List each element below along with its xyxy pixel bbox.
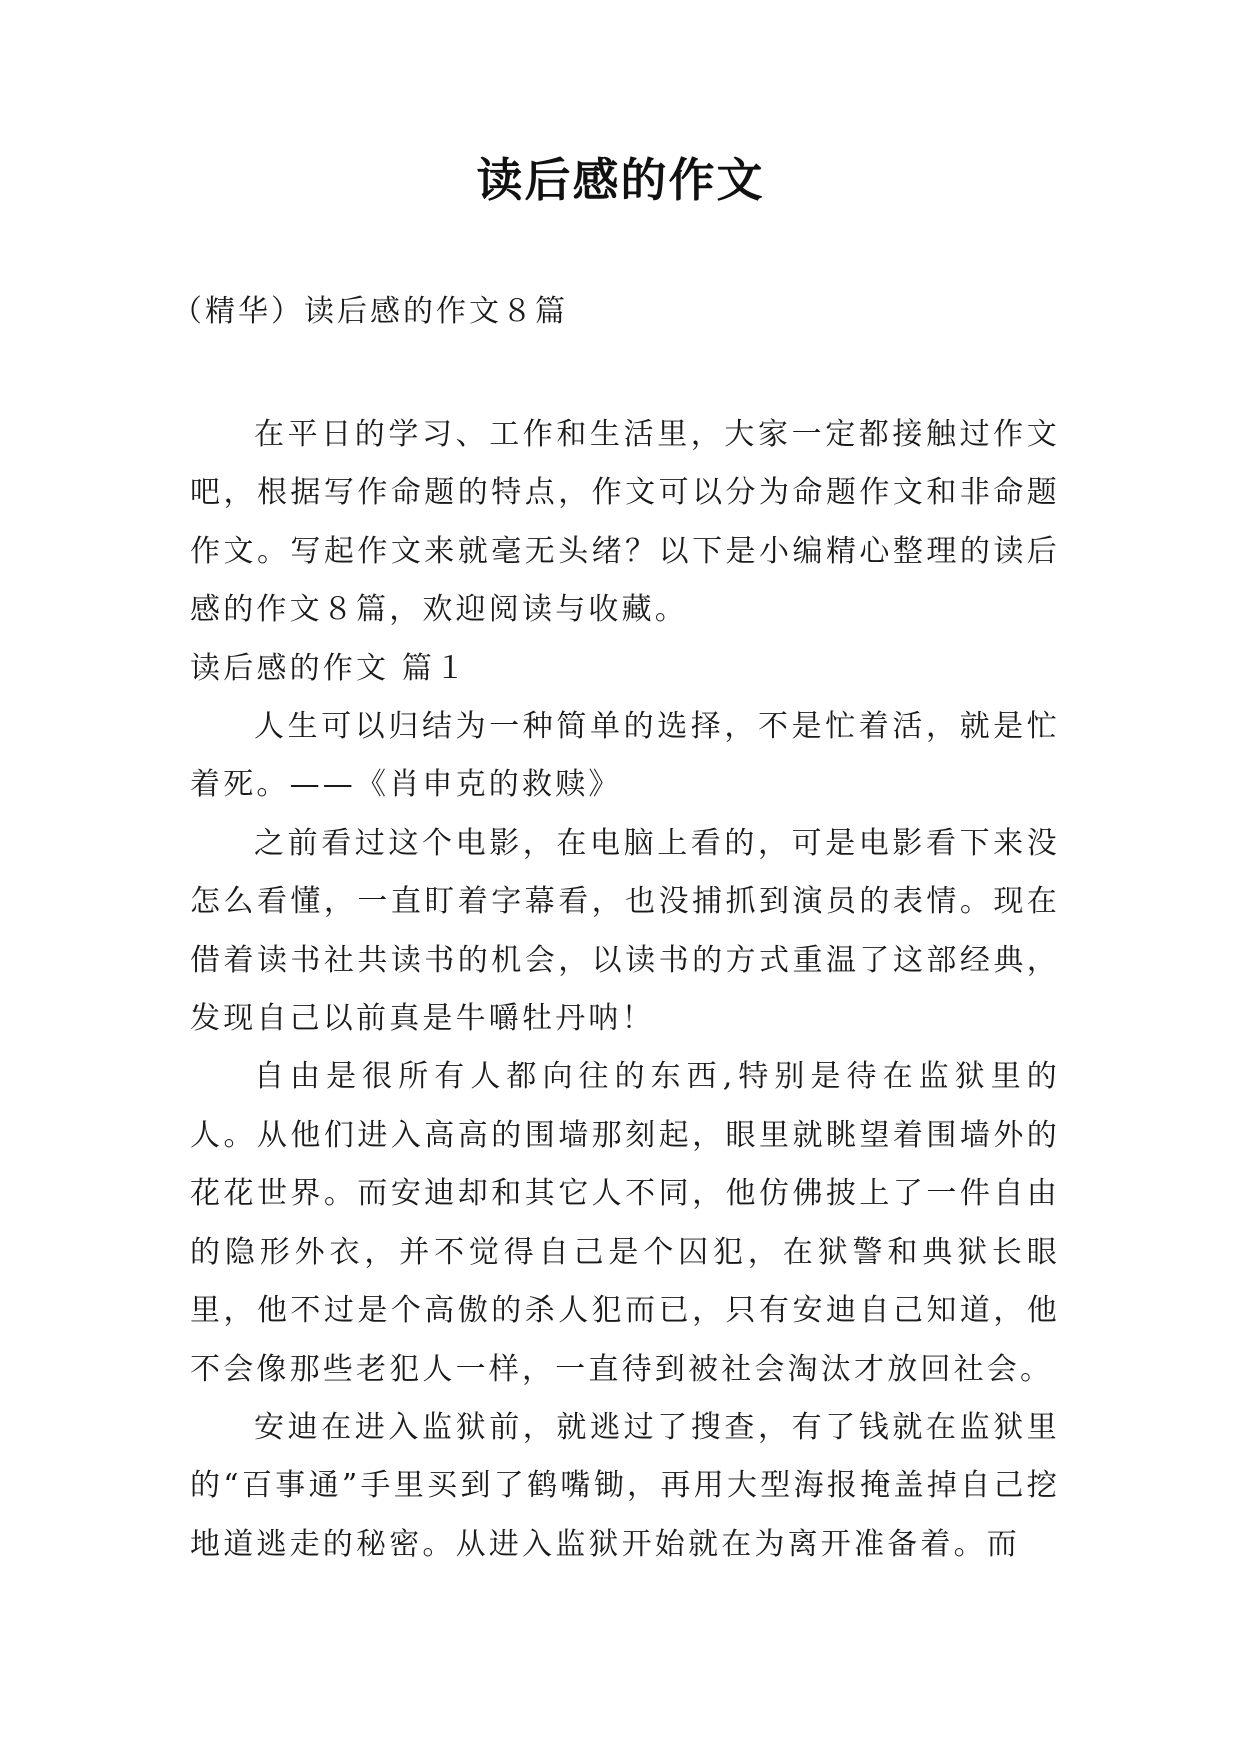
intro-paragraph: 在平日的学习、工作和生活里，大家一定都接触过作文吧，根据写作命题的特点，作文可以分为命题作文和非命题作文。写起作文来就毫无头绪？以下是小编精心整理的读后感的作文８篇，欢迎阅读与收藏。 xyxy=(190,417,1060,628)
quote-paragraph: 人生可以归结为一种简单的选择，不是忙着活，就是忙着死。——《肖申克的救赎》 xyxy=(190,709,1060,803)
document-body xyxy=(190,406,1060,1574)
document-title: 读后感的作文 xyxy=(476,153,765,207)
body-paragraph: 之前看过这个电影，在电脑上看的，可是电影看下来没怎么看懂，一直盯着字幕看，也没捕抓到演员的表情。现在借着读书社共读书的机会，以读书的方式重温了这部经典，发现自己以前真是牛嚼牡丹呐！ xyxy=(190,825,1060,1037)
section-heading: 读后感的作文 篇１ xyxy=(190,650,469,686)
body-paragraph: 自由是很所有人都向往的东西,特别是待在监狱里的人。从他们进入高高的围墙那刻起，眼里就眺望着围墙外的花花世界。而安迪却和其它人不同，他仿佛披上了一件自由的隐形外衣，并不觉得自己是个囚犯，在狱警和典狱长眼里，他不过是个高傲的杀人犯而已，只有安迪自己知道，他不会像那些老犯人一样，一直待到被社会淘汰才放回社会。 xyxy=(190,1059,1060,1387)
body-paragraph: 安迪在进入监狱前，就逃过了搜查，有了钱就在监狱里的“百事通”手里买到了鹤嘴锄，再用大型海报掩盖掉自己挖地道逃走的秘密。从进入监狱开始就在为离开准备着。而 xyxy=(190,1409,1060,1562)
document-subtitle: （精华）读后感的作文８篇 xyxy=(172,294,568,329)
